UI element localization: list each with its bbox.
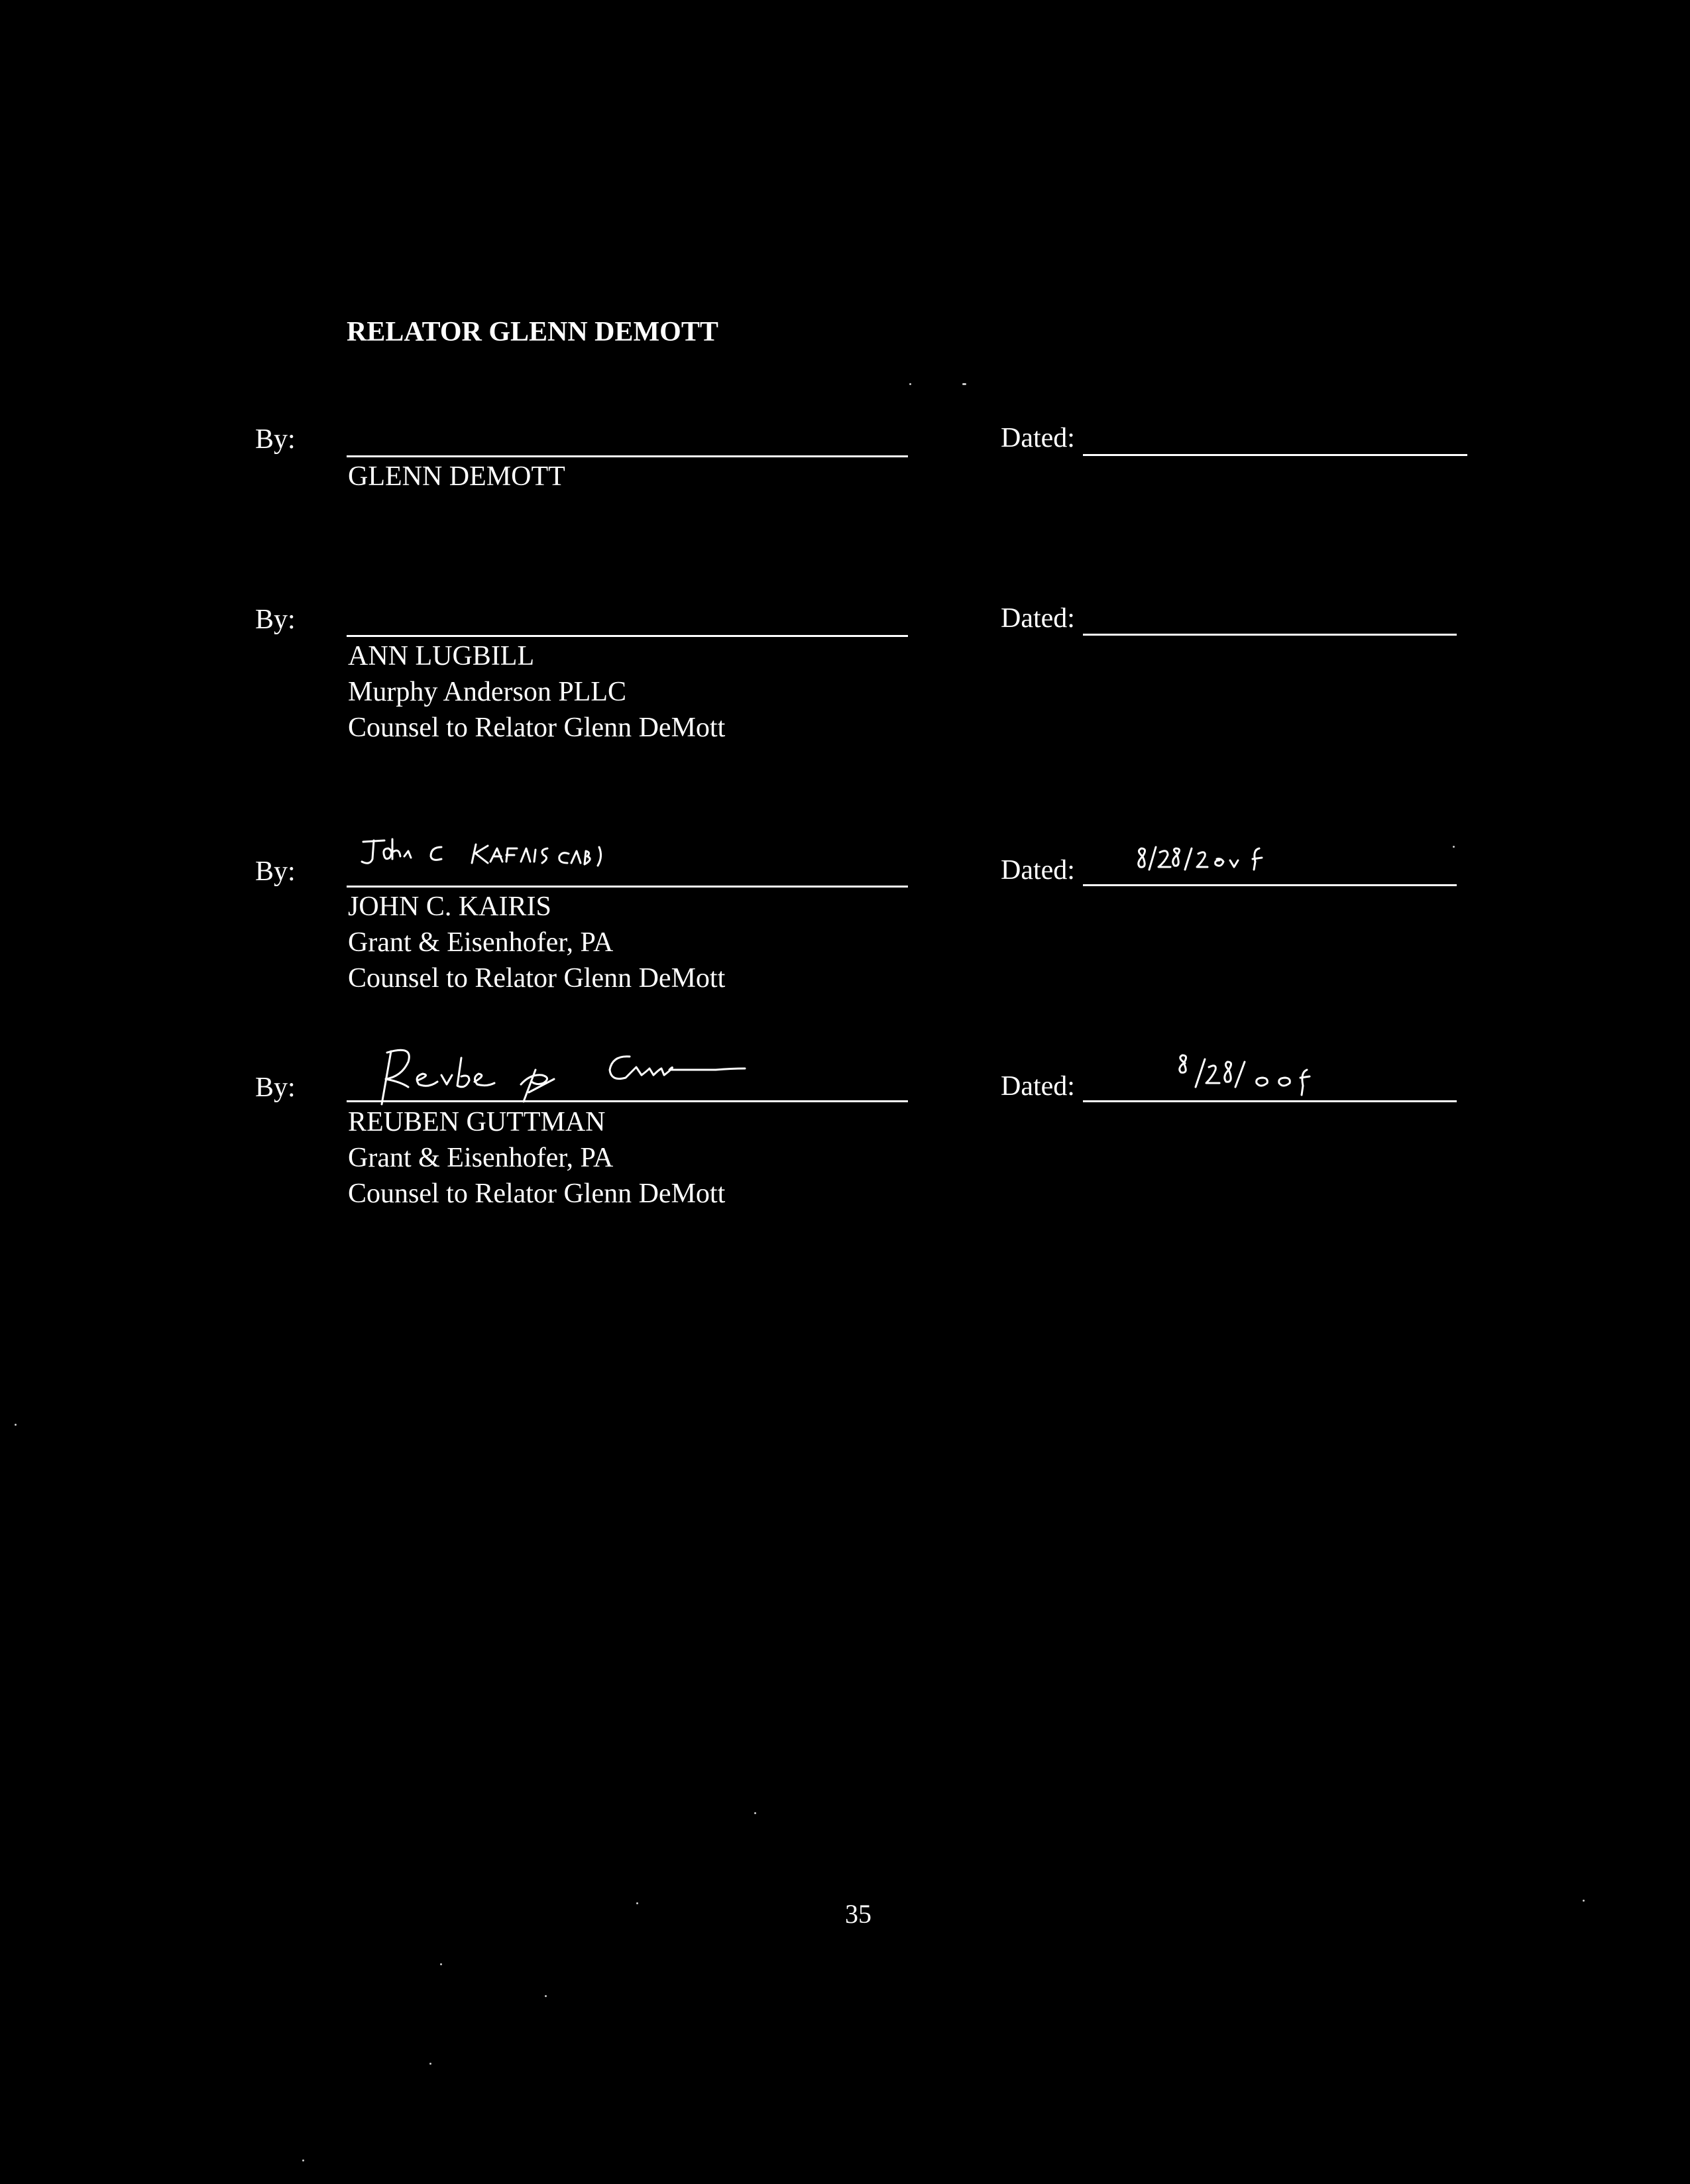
signatory-name: JOHN C. KAIRIS [348,891,551,922]
signatory-firm: Grant & Eisenhofer, PA [348,927,614,958]
scan-speck [302,2159,304,2161]
scan-speck [754,1812,756,1814]
dated-label: Dated: [1001,1071,1075,1102]
signature-line [347,886,908,888]
handwritten-date-kairis [1133,843,1306,883]
signatory-name: ANN LUGBILL [348,641,535,671]
signatory-block [348,889,725,996]
scan-speck [15,1424,17,1426]
signatory-block [348,459,565,494]
signatory-block [348,638,725,746]
date-line [1083,1100,1457,1102]
signatory-role: Counsel to Relator Glenn DeMott [348,713,726,743]
dated-label: Dated: [1001,603,1075,634]
signatory-block [348,1104,725,1212]
handwritten-signature-kairis [358,836,689,883]
scan-speck [545,1995,547,1997]
signature-line [347,455,908,457]
date-line [1083,884,1457,886]
scan-speck [1583,1900,1585,1902]
signatory-firm: Murphy Anderson PLLC [348,677,626,707]
scan-speck [1453,846,1455,848]
signatory-role: Counsel to Relator Glenn DeMott [348,963,726,994]
dated-label: Dated: [1001,423,1075,453]
handwritten-date-guttman [1173,1054,1365,1104]
date-line [1083,634,1457,636]
document-heading: RELATOR GLENN DEMOTT [347,317,718,347]
signature-line [347,1100,908,1102]
signatory-name: GLENN DEMOTT [348,461,565,492]
scan-speck [636,1902,638,1904]
date-line [1083,454,1467,456]
page-number: 35 [845,1899,872,1929]
signature-line [347,635,908,637]
scan-speck [909,383,911,385]
signatory-role: Counsel to Relator Glenn DeMott [348,1178,726,1209]
by-label: By: [255,856,296,887]
dated-label: Dated: [1001,855,1075,886]
signatory-firm: Grant & Eisenhofer, PA [348,1143,614,1173]
scan-speck [962,383,966,385]
by-label: By: [255,424,296,455]
scan-speck [429,2063,431,2065]
by-label: By: [255,604,296,635]
scan-speck [440,1963,442,1965]
signatory-name: REUBEN GUTTMAN [348,1107,606,1137]
by-label: By: [255,1072,296,1103]
